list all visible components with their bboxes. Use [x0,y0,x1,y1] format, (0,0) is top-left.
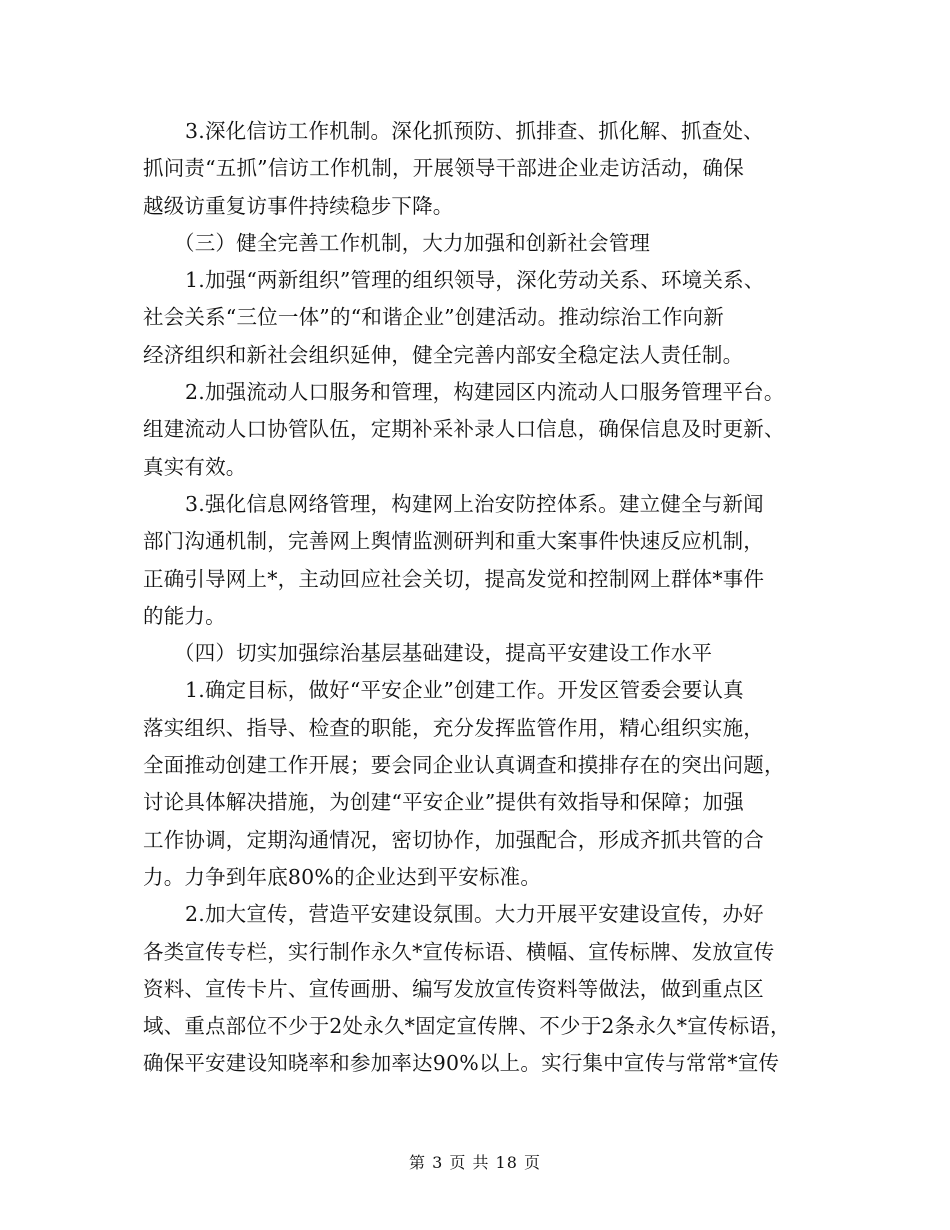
text-line: 2.加强流动人口服务和管理，构建园区内流动人口服务管理平台。 [185,380,785,405]
text-line: 各类宣传专栏，实行制作永久*宣传标语、横幅、宣传标牌、发放宣传 [143,939,775,964]
text-line: 确保平安建设知晓率和参加率达90%以上。实行集中宣传与常常*宣传 [143,1051,780,1076]
text-line: 2.加大宣传，营造平安建设氛围。大力开展平安建设宣传，办好 [185,902,764,927]
text-line: 1.确定目标，做好“平安企业”创建工作。开发区管委会要认真 [185,678,744,703]
text-line: 正确引导网上*，主动回应社会关切，提高发觉和控制网上群体*事件 [143,566,765,591]
section-heading-three [143,225,823,262]
text-line: 资料、宣传卡片、宣传画册、编写发放宣传资料等做法，做到重点区 [143,976,764,1001]
text-line: 3.深化信访工作机制。深化抓预防、抓排查、抓化解、抓查处、 [185,119,764,143]
heading-line: （三）健全完善工作机制，大力加强和创新社会管理 [174,230,651,255]
paragraph-new-organizations [143,262,823,374]
text-line: 讨论具体解决措施，为创建“平安企业”提供有效指导和保障；加强 [143,790,744,815]
heading-line: （四）切实加强综治基层基础建设，提高平安建设工作水平 [174,641,713,666]
page-number-footer: 第 3 页 共 18 页 [409,1153,541,1172]
text-line: 域、重点部位不少于2处永久*固定宣传牌、不少于2条永久*宣传标语， [143,1014,791,1039]
text-line: 组建流动人口协管队伍，定期补采补录人口信息，确保信息及时更新、 [143,417,785,442]
text-line: 经济组织和新社会组织延伸，健全完善内部安全稳定法人责任制。 [143,342,744,367]
text-line: 力。力争到年底80%的企业达到平安标准。 [143,864,542,889]
document-body [143,113,823,1083]
paragraph-network-management [143,486,823,635]
paragraph-publicity [143,896,823,1082]
text-line: 1.加强“两新组织”管理的组织领导，深化劳动关系、环境关系、 [185,268,765,293]
section-heading-four [143,635,823,672]
text-line: 抓问责“五抓”信访工作机制，开展领导干部进企业走访活动，确保 [143,156,744,181]
text-line: 真实有效。 [143,454,247,479]
text-line: 越级访重复访事件持续稳步下降。 [143,193,454,218]
text-line: 的能力。 [143,603,226,628]
text-line: 全面推动创建工作开展；要会同企业认真调查和摸排存在的突出问题， [143,753,785,778]
paragraph-deepen-petition-mechanism [143,113,823,225]
text-line: 工作协调，定期沟通情况，密切协作，加强配合，形成齐抓共管的合 [143,827,764,852]
text-line: 部门沟通机制，完善网上舆情监测研判和重大案事件快速反应机制， [143,529,764,554]
paragraph-safe-enterprise-goal [143,672,823,896]
paragraph-floating-population [143,374,823,486]
text-line: 落实组织、指导、检查的职能，充分发挥监管作用，精心组织实施， [143,715,764,740]
text-line: 社会关系“三位一体”的“和谐企业”创建活动。推动综治工作向新 [143,305,724,330]
text-line: 3.强化信息网络管理，构建网上治安防控体系。建立健全与新闻 [185,491,764,516]
